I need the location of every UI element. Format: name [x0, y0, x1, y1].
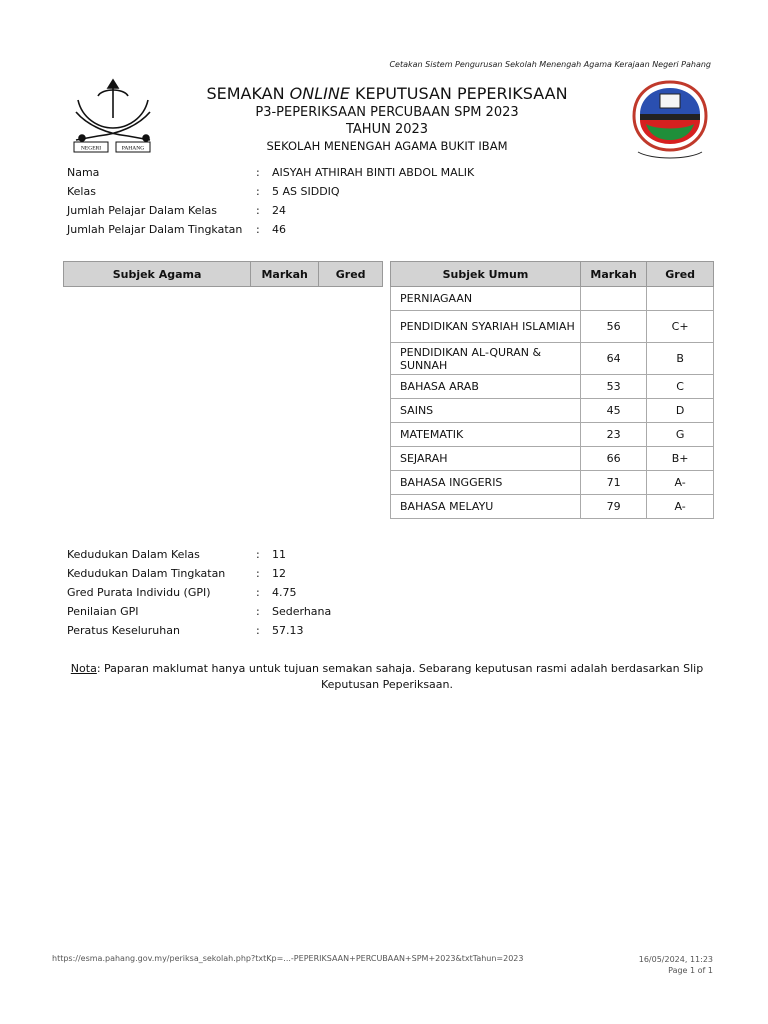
marks-cell: 79 [580, 495, 646, 519]
student-class: 5 AS SIDDIQ [272, 185, 340, 198]
table-row [391, 447, 714, 471]
grade-cell: B+ [647, 447, 714, 471]
summary-label: Kedudukan Dalam Tingkatan [67, 567, 226, 580]
marks-cell [580, 287, 646, 311]
col-header-grade: Gred [319, 262, 383, 287]
col-header-subject: Subjek Umum [391, 262, 581, 287]
exam-title: P3-PEPERIKSAAN PERCUBAAN SPM 2023 [255, 105, 519, 120]
exam-year: TAHUN 2023 [345, 122, 429, 137]
grade-cell: A- [647, 495, 714, 519]
grade-cell: D [647, 399, 714, 423]
summary-label: Peratus Keseluruhan [67, 624, 180, 637]
table-row [391, 423, 714, 447]
table-row [391, 287, 714, 311]
table-row [391, 399, 714, 423]
print-source-note: Cetakan Sistem Pengurusan Sekolah Menengah Agama Kerajaan Negeri Pahang [389, 60, 711, 69]
info-label: Kelas [67, 185, 96, 198]
religious-subjects-table [63, 261, 383, 287]
table-row [391, 471, 714, 495]
footer-url: https://esma.pahang.gov.my/periksa_sekolah.php?txtKp=...-PEPERIKSAAN+PERCUBAAN+SPM+2023&txtTahun=2023 [52, 954, 524, 963]
marks-cell: 64 [580, 343, 646, 375]
disclaimer-note [60, 661, 714, 693]
col-header-subject: Subjek Agama [64, 262, 251, 287]
info-label: Nama [67, 166, 100, 179]
gpi-value: 4.75 [272, 586, 297, 599]
table-row [391, 495, 714, 519]
subject-cell: BAHASA INGGERIS [391, 471, 581, 495]
grade-cell: G [647, 423, 714, 447]
gpi-rating: Sederhana [272, 605, 332, 618]
crest-ribbon-left: NEGERI [80, 145, 102, 152]
subject-cell: SAINS [391, 399, 581, 423]
form-student-count: 46 [272, 223, 286, 236]
print-datetime: 16/05/2024, 11:23 [638, 955, 713, 964]
summary-label: Gred Purata Individu (GPI) [67, 586, 211, 599]
subject-cell: PERNIAGAAN [391, 287, 581, 311]
subject-cell: BAHASA ARAB [391, 375, 581, 399]
table-row [391, 343, 714, 375]
overall-percentage: 57.13 [272, 624, 304, 637]
marks-cell: 53 [580, 375, 646, 399]
grade-cell: C [647, 375, 714, 399]
table-row [391, 375, 714, 399]
marks-cell: 71 [580, 471, 646, 495]
subject-cell: SEJARAH [391, 447, 581, 471]
marks-cell: 23 [580, 423, 646, 447]
col-header-marks: Markah [251, 262, 319, 287]
marks-cell: 45 [580, 399, 646, 423]
summary-label: Kedudukan Dalam Kelas [67, 548, 200, 561]
general-subjects-table [390, 261, 714, 519]
school-name: SEKOLAH MENENGAH AGAMA BUKIT IBAM [266, 139, 508, 153]
table-row [391, 311, 714, 343]
grade-cell: C+ [647, 311, 714, 343]
note-text: : Paparan maklumat hanya untuk tujuan semakan sahaja. Sebarang keputusan rasmi adalah berdasarkan Slip Keputusan Peperiksaan. [96, 662, 704, 691]
page-title: SEMAKAN ONLINE KEPUTUSAN PEPERIKSAAN [206, 84, 568, 103]
page-number: Page 1 of 1 [668, 966, 713, 975]
col-header-grade: Gred [647, 262, 714, 287]
col-header-marks: Markah [580, 262, 646, 287]
note-label: Nota [70, 662, 97, 675]
info-label: Jumlah Pelajar Dalam Kelas [67, 204, 217, 217]
form-rank: 12 [272, 567, 286, 580]
grade-cell: A- [647, 471, 714, 495]
crest-ribbon-right: PAHANG [121, 145, 145, 152]
subject-cell: PENDIDIKAN SYARIAH ISLAMIAH [391, 311, 581, 343]
marks-cell: 56 [580, 311, 646, 343]
grade-cell: B [647, 343, 714, 375]
class-student-count: 24 [272, 204, 286, 217]
marks-cell: 66 [580, 447, 646, 471]
summary-label: Penilaian GPI [67, 605, 139, 618]
subject-cell: PENDIDIKAN AL-QURAN & SUNNAH [391, 343, 581, 375]
footer-meta [639, 954, 713, 976]
class-rank: 11 [272, 548, 286, 561]
student-name: AISYAH ATHIRAH BINTI ABDOL MALIK [272, 166, 475, 179]
subject-cell: MATEMATIK [391, 423, 581, 447]
info-label: Jumlah Pelajar Dalam Tingkatan [67, 223, 243, 236]
subject-cell: BAHASA MELAYU [391, 495, 581, 519]
grade-cell [647, 287, 714, 311]
